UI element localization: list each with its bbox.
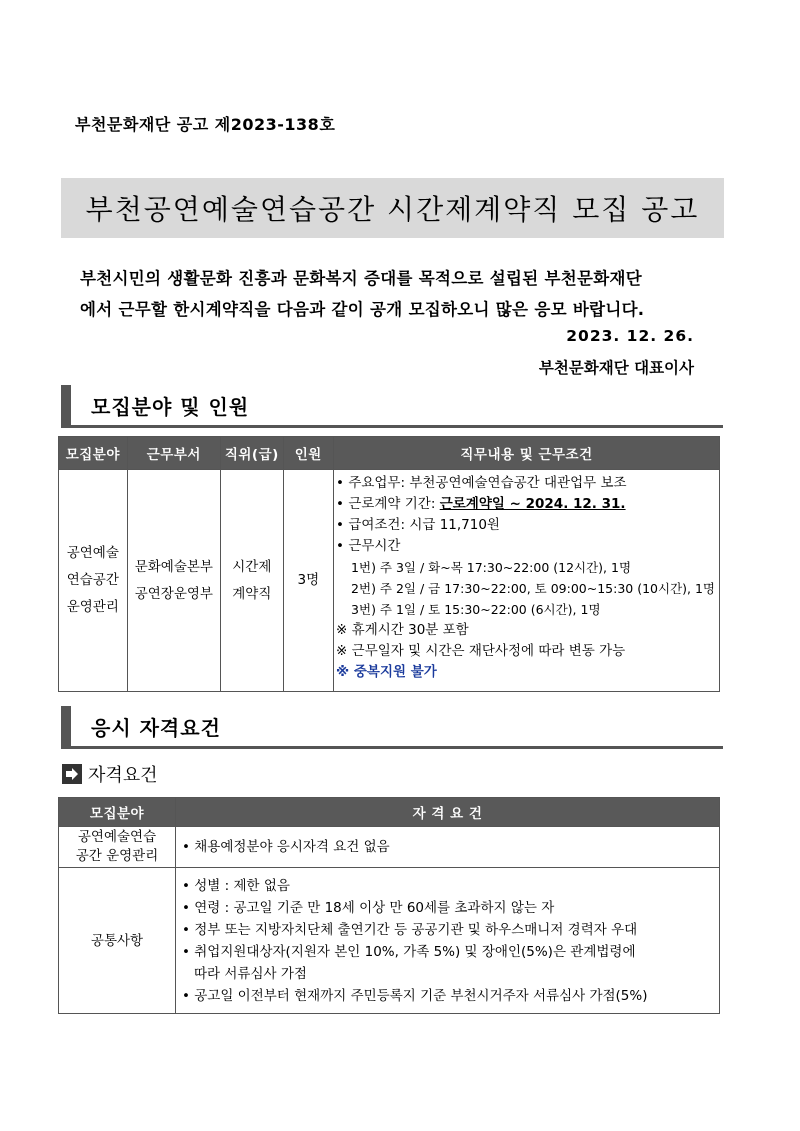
duty-main: • 주요업무: 부천공연예술연습공간 대관업무 보조 (336, 473, 715, 494)
intro-line: 에서 근무할 한시계약직을 다음과 같이 공개 모집하오니 많은 응모 바랍니다. (80, 300, 645, 319)
period-label: 근로계약 기간: (348, 496, 440, 512)
requirement-item: • 공고일 이전부터 현재까지 주민등록지 기준 부천시거주자 서류심사 가점(5%) (182, 985, 713, 1007)
header-cell: 자 격 요 건 (176, 798, 720, 827)
arrow-right-icon (62, 764, 82, 784)
requirement-item: • 취업지원대상자(지원자 본인 10%, 가족 5%) 및 장애인(5%)은 관계법령에 (182, 941, 713, 963)
duties-cell (334, 470, 720, 692)
qualification-table (58, 797, 720, 1014)
header-cell: 근무부서 (127, 437, 220, 470)
header-cell: 모집분야 (59, 437, 128, 470)
header-cell: 직무내용 및 근무조건 (334, 437, 720, 470)
section-bar (61, 385, 71, 425)
shift-3: 3번) 주 1일 / 토 15:30~22:00 (6시간), 1명 (351, 602, 601, 617)
dept-cell (127, 470, 220, 692)
notice-number: 부천문화재단 공고 제2023-138호 (75, 115, 336, 134)
table-row (59, 827, 720, 868)
period-value: 근로계약일 ~ 2024. 12. 31. (439, 496, 626, 512)
count-cell: 3명 (283, 470, 333, 692)
cell-line: 공연장운영부 (134, 585, 213, 602)
duty-period (336, 494, 715, 515)
note-change: ※ 근무일자 및 시간은 재단사정에 따라 변동 가능 (336, 643, 626, 659)
notice-date: 2023. 12. 26. (566, 327, 694, 345)
duty-pay: • 급여조건: 시급 11,710원 (336, 515, 715, 536)
cell-line: 공연예술 (66, 545, 119, 561)
position-cell (221, 470, 284, 692)
requirement-item: • 성별 : 제한 없음 (182, 875, 713, 897)
cell-line: 계약직 (232, 585, 272, 602)
title-banner (61, 178, 724, 238)
header-cell: 직위(급) (221, 437, 284, 470)
field-cell (59, 470, 128, 692)
cell-line: 문화예술본부 (134, 558, 213, 575)
note-duplicate: ※ 중복지원 불가 (336, 664, 437, 680)
duty-hours: • 근무시간 (336, 536, 715, 557)
intro-paragraph (80, 263, 720, 325)
intro-line: 부천시민의 생활문화 진흥과 문화복지 증대를 목적으로 설립된 부천문화재단 (80, 269, 642, 288)
signer: 부천문화재단 대표이사 (538, 359, 694, 377)
shift-2: 2번) 주 2일 / 금 17:30~22:00, 토 09:00~15:30 (10시간), 1명 (351, 581, 715, 596)
cell-line: 운영관리 (66, 599, 119, 615)
subhead-label: 자격요건 (88, 765, 158, 786)
shift-1: 1번) 주 3일 / 화~목 17:30~22:00 (12시간), 1명 (351, 560, 632, 575)
table-header-row (59, 798, 720, 827)
cell-line: 공간 운영관리 (75, 848, 159, 864)
cell-line: 연습공간 (66, 572, 119, 588)
section-qualification-heading (61, 706, 723, 749)
section-bar (61, 706, 71, 746)
section-recruit-heading (61, 385, 723, 428)
cell-line: 공연예술연습 (77, 829, 157, 845)
requirement-item: • 연령 : 공고일 기준 만 18세 이상 만 60세를 초과하지 않는 자 (182, 897, 713, 919)
requirement-cell (176, 827, 720, 868)
requirement-item: • 채용예정분야 응시자격 요건 없음 (182, 836, 713, 858)
section-title: 모집분야 및 인원 (91, 395, 250, 419)
section-title: 응시 자격요건 (91, 716, 221, 740)
page-title: 부천공연예술연습공간 시간제계약직 모집 공고 (85, 193, 700, 226)
qualification-subhead (62, 761, 158, 787)
table-row (59, 868, 720, 1014)
requirement-item: • 정부 또는 지방자치단체 출연기간 등 공공기관 및 하우스매니저 경력자 우대 (182, 919, 713, 941)
recruit-table (58, 436, 720, 692)
field-cell (59, 827, 176, 868)
table-header-row (59, 437, 720, 470)
header-cell: 인원 (283, 437, 333, 470)
note-break: ※ 휴게시간 30분 포함 (336, 622, 469, 638)
header-cell: 모집분야 (59, 798, 176, 827)
requirement-cell (176, 868, 720, 1014)
cell-line: 시간제 (232, 558, 272, 575)
requirement-item-cont: 따라 서류심사 가점 (194, 965, 307, 982)
field-cell: 공통사항 (59, 868, 176, 1014)
table-row (59, 470, 720, 692)
